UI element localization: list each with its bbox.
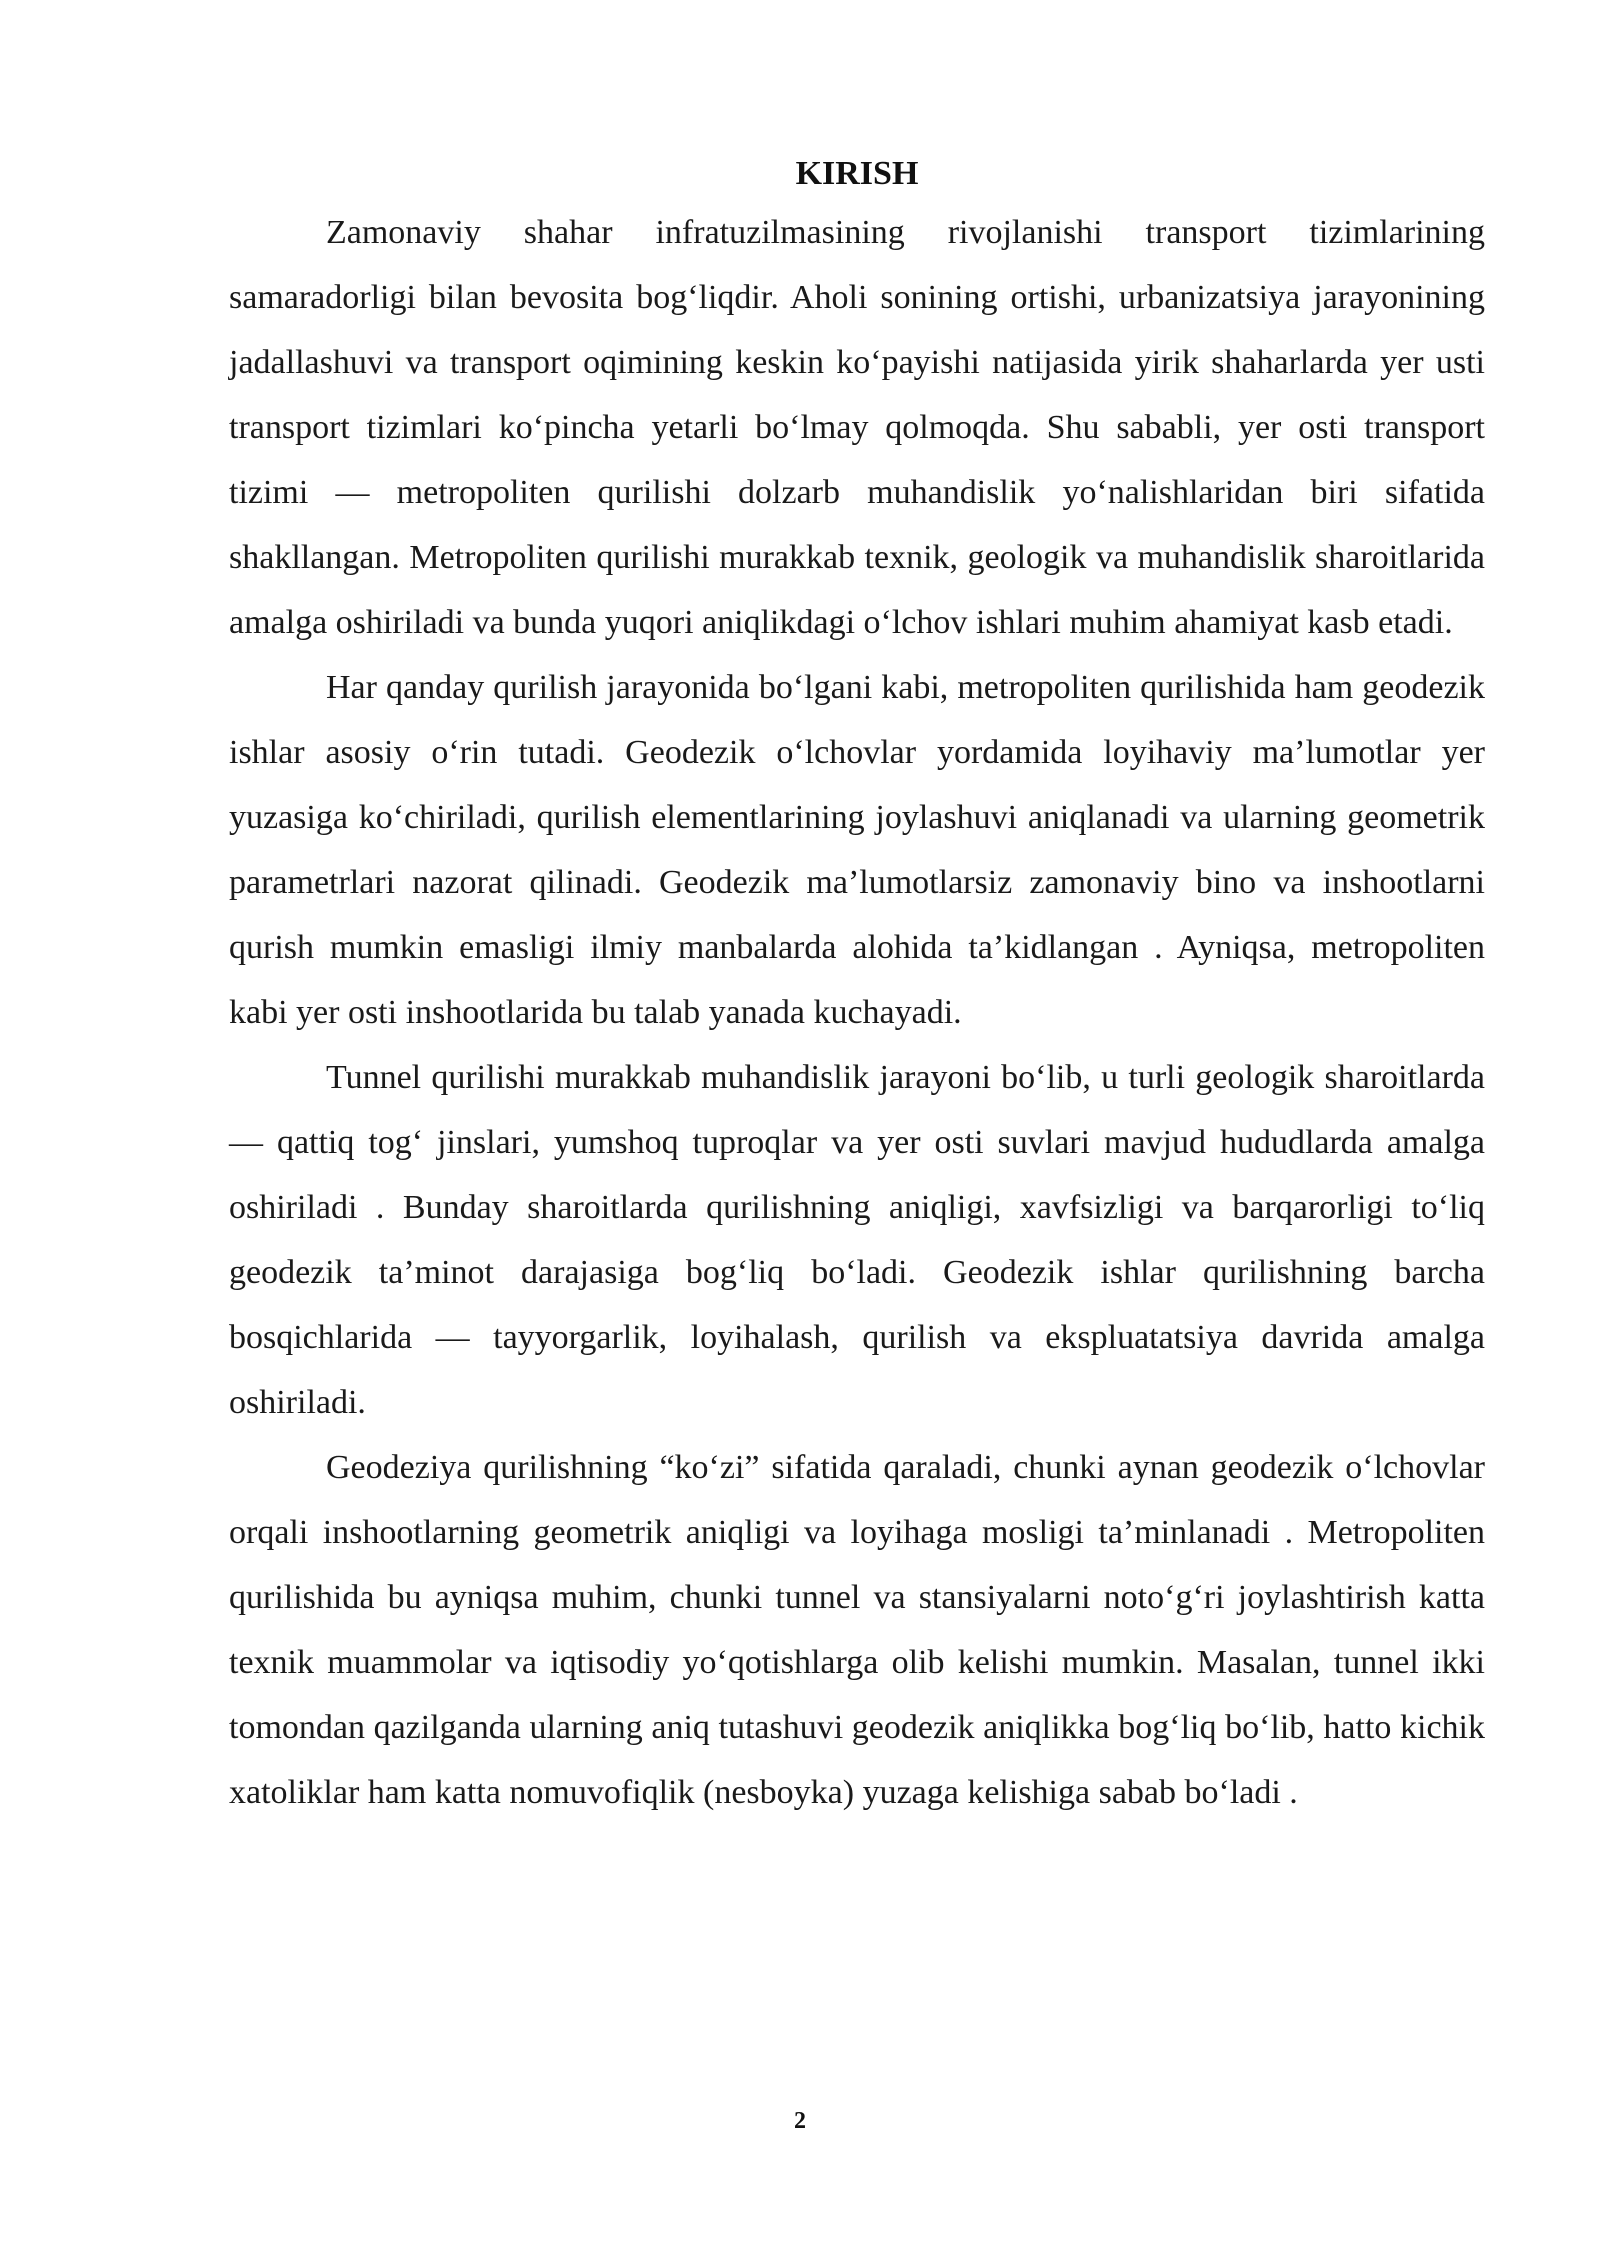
paragraph-2: Har qanday qurilish jarayonida bo‘lgani kabi, metropoliten qurilishida ham geodezik ishlar asosiy o‘rin tutadi. Geodezik o‘lchovlar yordamida loyihaviy ma’lumotlar yer yuzasiga ko‘chiriladi, qurilish elementlarining joylashuvi aniqlanadi va ularning geometrik parametrlari nazorat qilinadi. Geodezik ma’lumotlarsiz zamonaviy bino va inshootlarni qurish mumkin emasligi ilmiy manbalarda alohida ta’kidlangan . Ayniqsa, metropoliten kabi yer osti inshootlarida bu talab yanada kuchayadi.	[229, 669, 1485, 1031]
paragraph-3: Tunnel qurilishi murakkab muhandislik jarayoni bo‘lib, u turli geologik sharoitlarda — qattiq tog‘ jinslari, yumshoq tuproqlar va yer osti suvlari mavjud hududlarda amalga oshiriladi . Bunday sharoitlarda qurilishning aniqligi, xavfsizligi va barqarorligi to‘liq geodezik ta’minot darajasiga bog‘liq bo‘ladi. Geodezik ishlar qurilishning barcha bosqichlarida — tayyorgarlik, loyihalash, qurilish va ekspluatatsiya davrida amalga oshiriladi.	[229, 1059, 1485, 1421]
paragraph-1: Zamonaviy shahar infratuzilmasining rivojlanishi transport tizimlarining samaradorligi bilan bevosita bog‘liqdir. Aholi sonining ortishi, urbanizatsiya jarayonining jadallashuvi va transport oqimining keskin ko‘payishi natijasida yirik shaharlarda yer usti transport tizimlari ko‘pincha yetarli bo‘lmay qolmoqda. Shu sababli, yer osti transport tizimi — metropoliten qurilishi dolzarb muhandislik yo‘nalishlaridan biri sifatida shakllangan. Metropoliten qurilishi murakkab texnik, geologik va muhandislik sharoitlarida amalga oshiriladi va bunda yuqori aniqlikdagi o‘lchov ishlari muhim ahamiyat kasb etadi.	[229, 214, 1485, 641]
document-body	[229, 148, 1485, 1825]
section-heading: KIRISH	[795, 155, 919, 192]
page-number: 2	[794, 2108, 806, 2134]
paragraph-4: Geodeziya qurilishning “ko‘zi” sifatida qaraladi, chunki aynan geodezik o‘lchovlar orqali inshootlarning geometrik aniqligi va loyihaga mosligi ta’minlanadi . Metropoliten qurilishida bu ayniqsa muhim, chunki tunnel va stansiyalarni noto‘g‘ri joylashtirish katta texnik muammolar va iqtisodiy yo‘qotishlarga olib kelishi mumkin. Masalan, tunnel ikki tomondan qazilganda ularning aniq tutashuvi geodezik aniqlikka bog‘liq bo‘lib, hatto kichik xatoliklar ham katta nomuvofiqlik (nesboyka) yuzaga kelishiga sabab bo‘ladi .	[229, 1449, 1485, 1811]
